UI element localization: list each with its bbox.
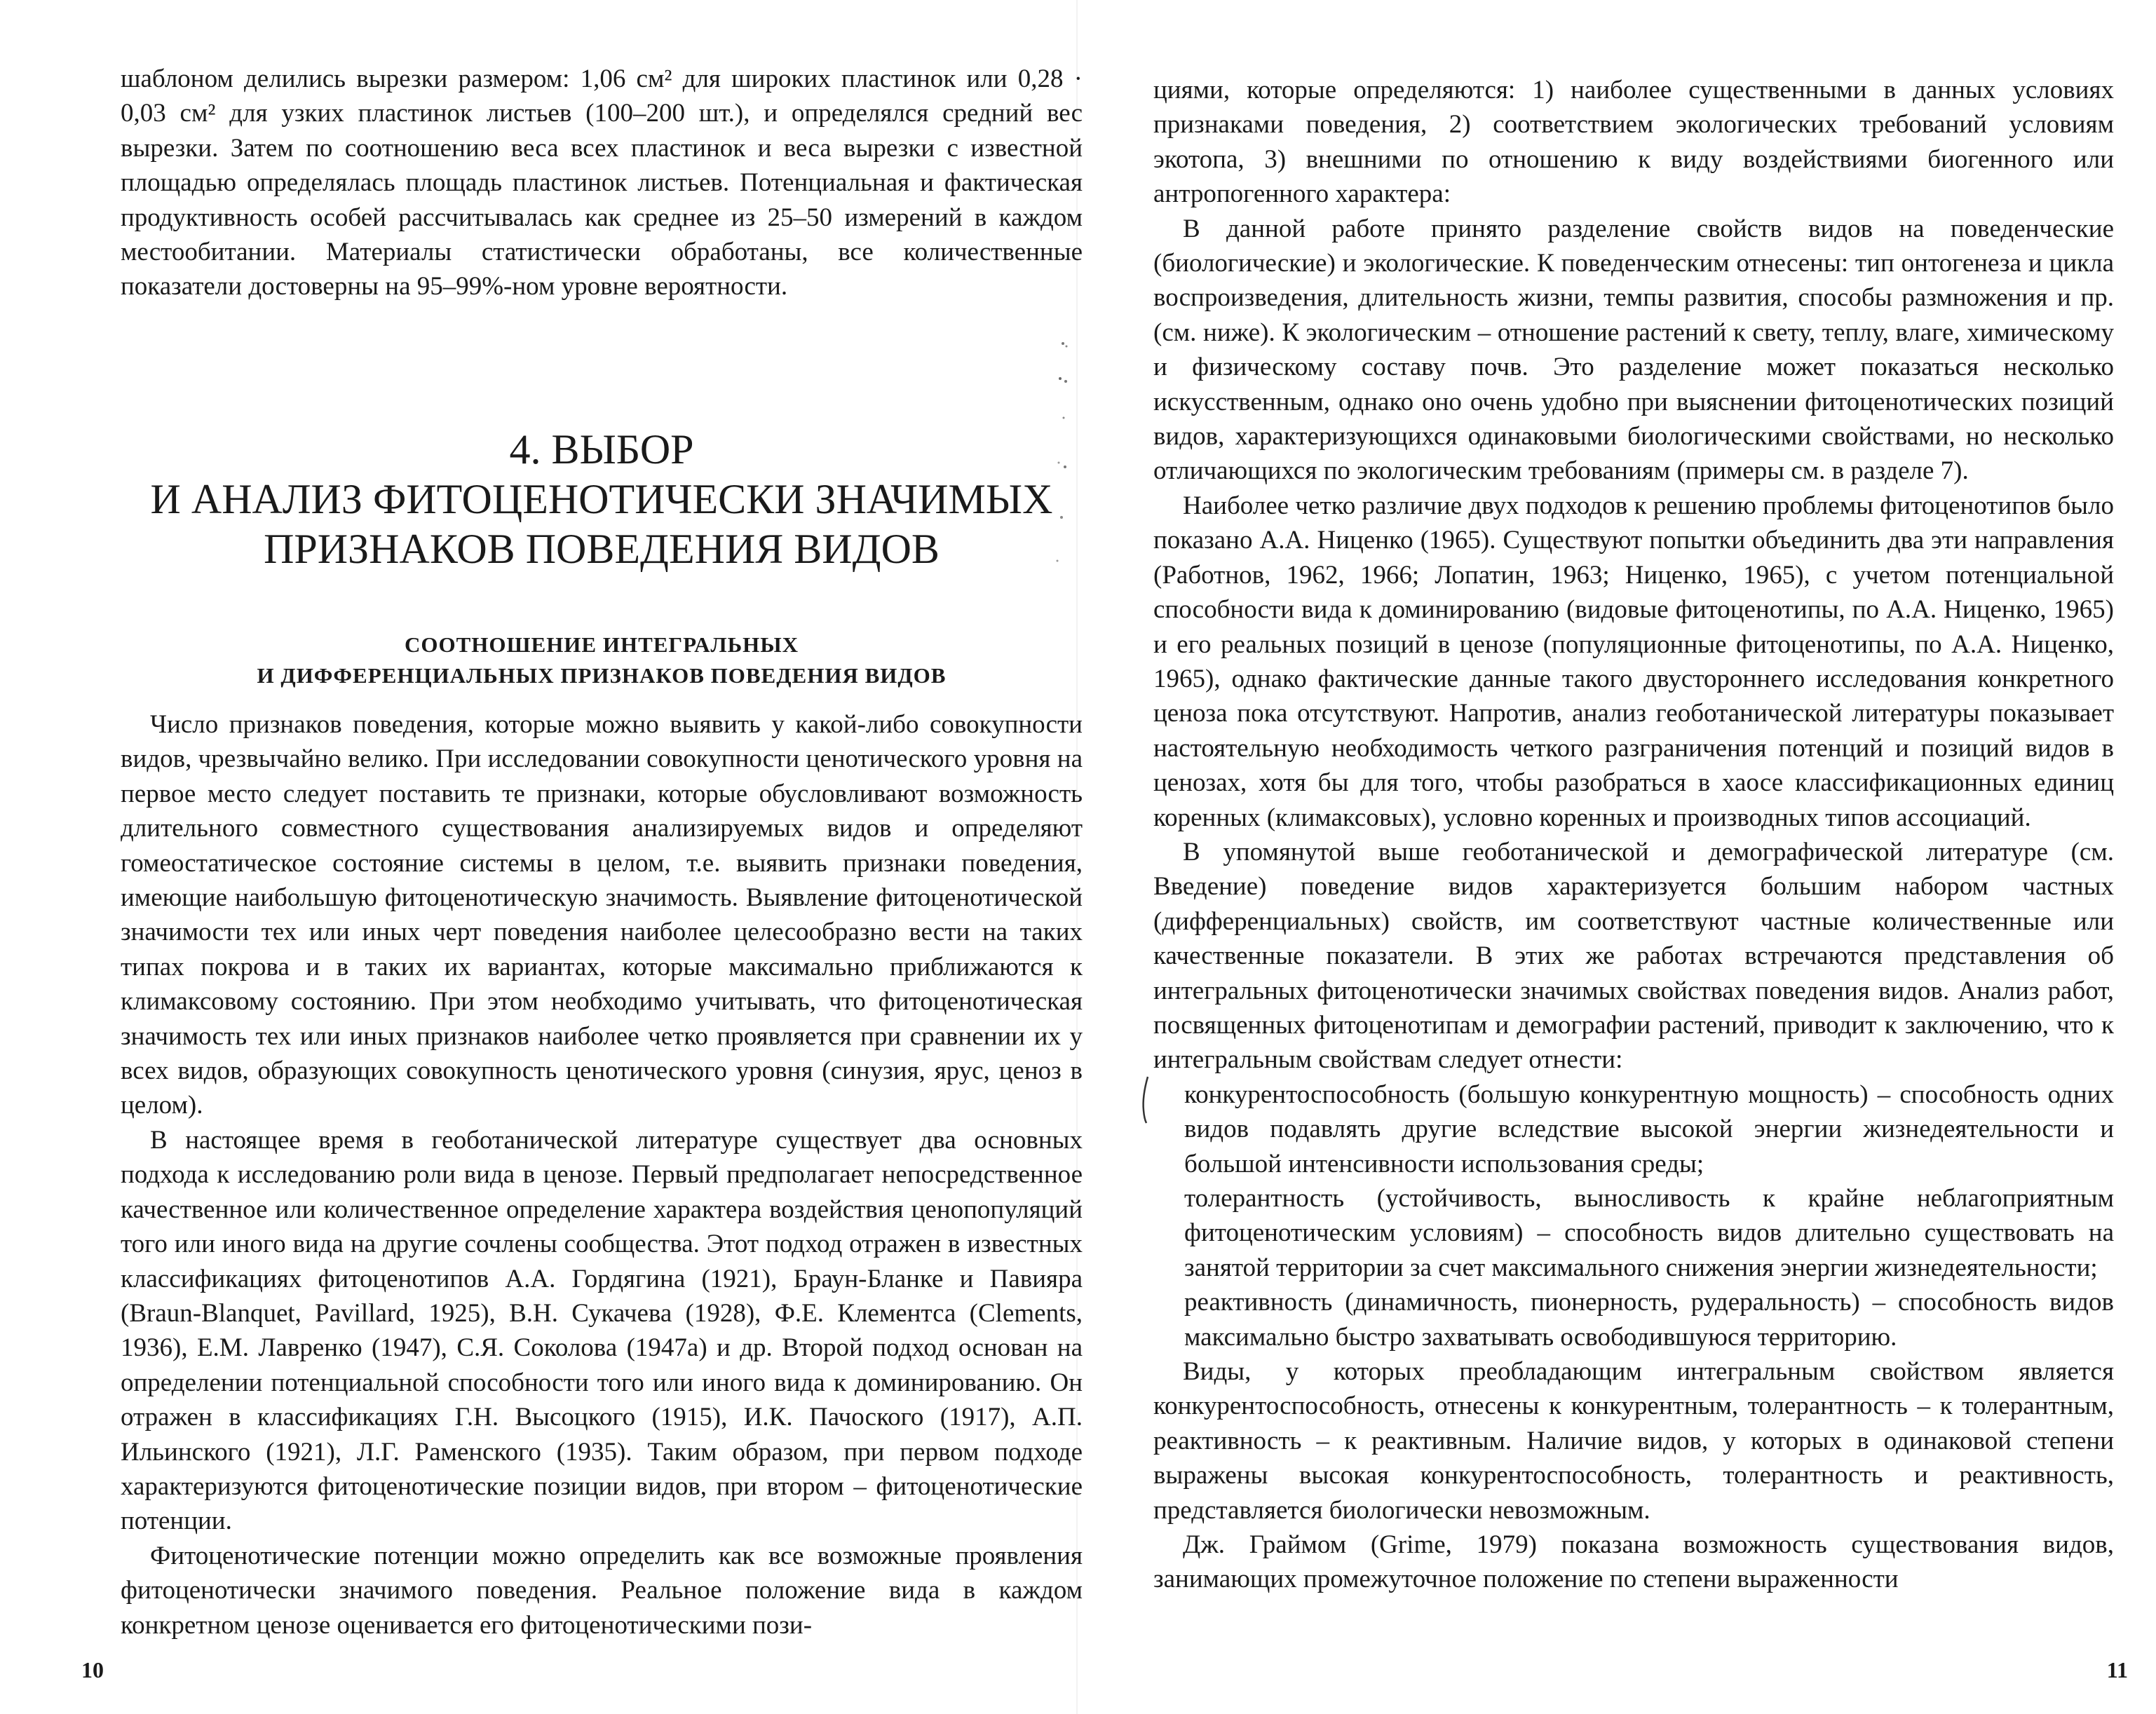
page-number-right: 11 [2106,1657,2128,1682]
chapter-title-line-1: И АНАЛИЗ ФИТОЦЕНОТИЧЕСКИ ЗНАЧИМЫХ [150,476,1053,522]
section-title-line-1: СООТНОШЕНИЕ ИНТЕГРАЛЬНЫХ [404,632,799,657]
section-title [121,630,1083,691]
body-paragraph: Дж. Граймом (Grime, 1979) показана возможность существования видов, занимающих промежуточное положение по степени выраженности [1153,1530,2114,1594]
left-top-paragraph: шаблоном делились вырезки размером: 1,06 см² для широких пластинок или 0,28 · 0,03 см² для узких пластинок листьев (100–200 шт.), и определялся средний вес вырезки. Затем по соотношению веса всех пластинок и веса вырезки с известной площадью определялась площадь пластинок листьев. Потенциальная и фактическая продуктивность особей рассчитывалась как среднее из 25–50 измерений в каждом местообитании. Материалы статистически обработаны, все количественные показатели достоверны на 95–99%-ном уровне вероятности. [121,64,1083,301]
page-number-left: 10 [81,1657,104,1682]
right-page [1078,0,2156,1714]
body-paragraph: В упомянутой выше геоботанической и демографической литературе (см. Введение) поведение видов характеризуется большим набором частных (дифференциальных) свойств, им соответствуют частные количественные или качественные показатели. В этих же работах встречаются представления об интегральных фитоценотически значимых свойствах поведения видов. Анализ работ, посвященных фитоценотипам и демографии растений, приводит к заключению, что к интегральным свойствам следует отнести: [1153,837,2114,1075]
body-paragraph: Наиболее четко различие двух подходов к решению проблемы фитоценотипов было показано А.А. Ниценко (1965). Существуют попытки объединить два эти направления (Работнов, 1962, 1966; Лопатин, 1963; Ниценко, 1965), с учетом потенциальной способности вида к доминированию (видовые фитоценотипы, по А.А. Ниценко, 1965) и его реальных позиций в ценозе (популяционные фитоценотипы, по А.А. Ниценко, 1965), однако фактические данные такого двустороннего исследования конкретного ценоза пока отсутствуют. Напротив, анализ геоботанической литературы показывает настоятельную необходимость четкого разграничения потенций и позиций видов в ценозах, хотя бы для того, чтобы разобраться в хаосе классификационных единиц коренных (климаксовых), условно коренных и производных типов ассоциаций. [1153,491,2114,832]
body-paragraph: В данной работе принято разделение свойств видов на поведенческие (биологические) и экологические. К поведенческим отнесены: тип онтогенеза и цикла воспроизведения, длительность жизни, темпы развития, способы размножения и пр. (см. ниже). К экологическим – отношение растений к свету, теплу, влаге, химическому и физическому составу почв. Это разделение может показаться несколько искусственным, однако оно очень удобно при выяснении фитоценотических позиций видов, характеризующихся одинаковыми биологическими свойствами, но несколько отличающихся по экологическим требованиям (примеры см. в разделе 7). [1153,214,2114,486]
chapter-title [121,425,1083,574]
section-title-line-2: И ДИФФЕРЕНЦИАЛЬНЫХ ПРИЗНАКОВ ПОВЕДЕНИЯ ВИДОВ [257,663,947,688]
list-item: толерантность (устойчивость, выносливость к крайне неблагоприятным фитоценотическим условиям) – способность видов длительно существовать на занятой территории за счет максимального снижения энергии жизнедеятельности; [1184,1184,2114,1282]
left-top-text [121,62,1083,304]
chapter-title-line-2: ПРИЗНАКОВ ПОВЕДЕНИЯ ВИДОВ [264,526,940,572]
left-body-text [121,707,1083,1642]
continuation-paragraph: циями, которые определяются: 1) наиболее существенными в данных условиях признаками поведения, 2) соответствием экологических требований условиям экотопа, 3) внешними по отношению к виду воздействиями биогенного или антропогенного характера: [1153,76,2114,209]
chapter-number: 4. ВЫБОР [509,426,694,472]
list-item: конкурентоспособность (большую конкурентную мощность) – способность одних видов подавлять другие вследствие высокой энергии жизнедеятельности и большой интенсивности использования среды; [1184,1080,2114,1178]
body-paragraph: Фитоценотические потенции можно определить как все возможные проявления фитоценотически значимого поведения. Реальное положение вида в каждом конкретном ценозе оценивается его фитоценотическими пози- [121,1541,1083,1640]
body-paragraph: Число признаков поведения, которые можно выявить у какой-либо совокупности видов, чрезвычайно велико. При исследовании совокупности ценотического уровня на первое место следует поставить те признаки, которые обусловливают возможность длительного совместного существования анализируемых видов и определяют гомеостатическое состояние системы в целом, т.е. выявить признаки поведения, имеющие наибольшую фитоценотическую значимость. Выявление фитоценотической значимости тех или иных черт поведения наиболее целесообразно вести на таких типах покрова и в таких их вариантах, которые максимально приближаются к климаксовому состоянию. При этом необходимо учитывать, что фитоценотическая значимость тех или иных признаков наиболее четко проявляется при сравнении их у всех видов, образующих совокупность ценотического уровня (синузия, ярус, ценоз в целом). [121,710,1083,1120]
body-paragraph: В настоящее время в геоботанической литературе существует два основных подхода к исследованию роли вида в ценозе. Первый предполагает непосредственное качественное или количественное определение характера воздействия ценопопуляций того или иного вида на другие сочлены сообщества. Этот подход отражен в известных классификациях фитоценотипов А.А. Гордягина (1921), Браун-Бланке и Павияра (Braun-Blanquet, Pavillard, 1925), В.Н. Сукачева (1928), Ф.Е. Клементса (Clements, 1936), Е.М. Лавренко (1947), С.Я. Соколова (1947а) и др. Второй подход основан на определении потенциальной способности того или иного вида к доминированию. Он отражен в классификациях Г.Н. Высоцкого (1915), И.К. Пачоского (1917), А.П. Ильинского (1921), Л.Г. Раменского (1935). Таким образом, при первом подходе характеризуются фитоценотические позиции видов, при втором – фитоценотические потенции. [121,1125,1083,1536]
right-body-text [1153,73,2114,1597]
body-paragraph: Виды, у которых преобладающим интегральным свойством является конкурентоспособность, отнесены к конкурентным, толерантность – к толерантным, реактивность – к реактивным. Наличие видов, у которых в одинаковой степени выражены высокая конкурентоспособность, толерантность и реактивность, представляется биологически невозможным. [1153,1357,2114,1525]
handwritten-margin-mark [1139,1075,1151,1124]
list-item: реактивность (динамичность, пионерность, рудеральность) – способность видов максимально быстро захватывать освободившуюся территорию. [1184,1288,2114,1352]
